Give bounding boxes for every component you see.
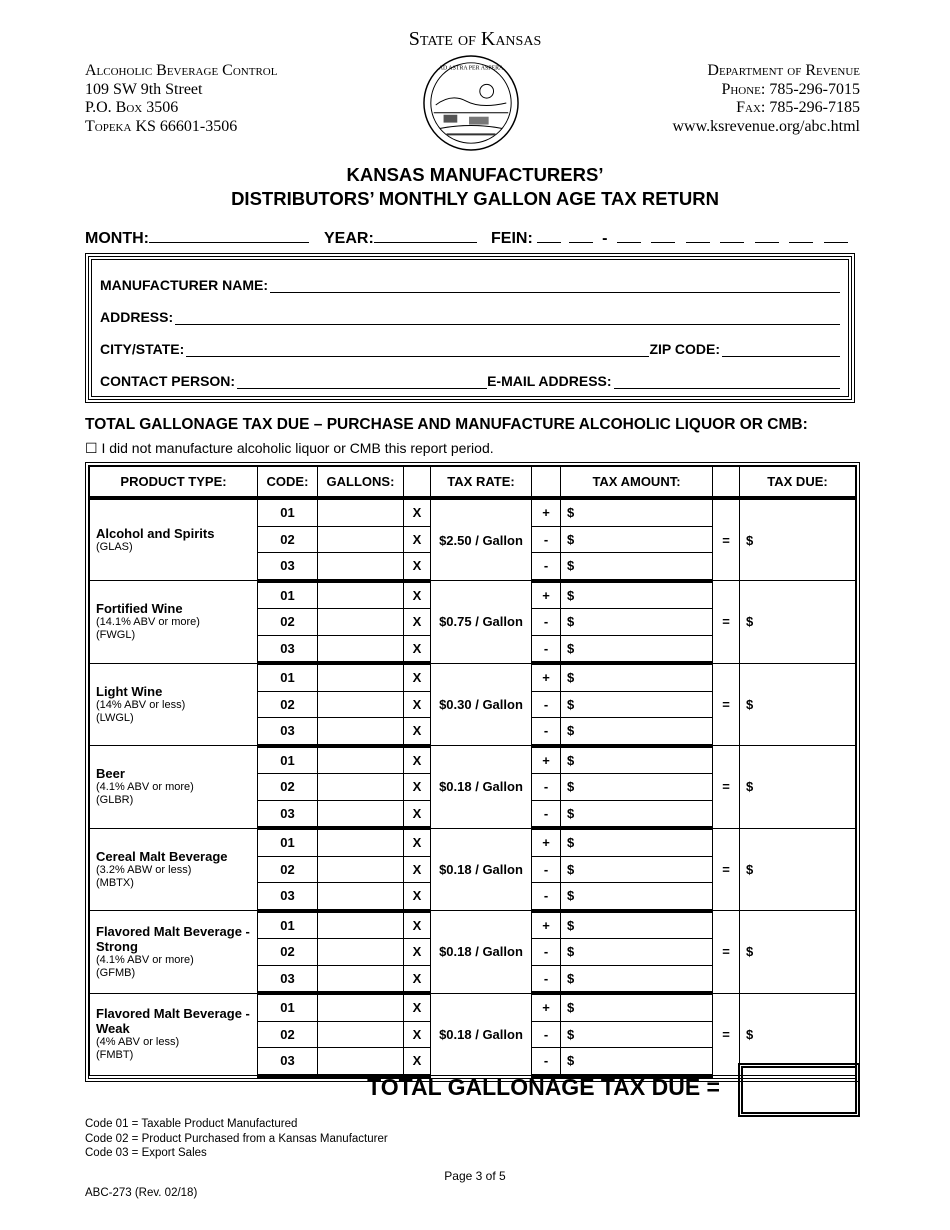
contact-email-row[interactable]: CONTACT PERSON: E-MAIL ADDRESS: [100, 373, 840, 389]
gallons-input[interactable] [318, 965, 404, 993]
tax-rate-cell: $0.18 / Gallon [431, 911, 532, 994]
dollar-sign: $ [567, 531, 575, 547]
gallons-input[interactable] [318, 939, 404, 966]
operator-sign: + [532, 746, 561, 774]
gallons-input[interactable] [318, 1048, 404, 1076]
note-code-03: Code 03 = Export Sales [85, 1147, 207, 1159]
code-cell: 03 [258, 965, 318, 993]
product-detail: (14.1% ABV or more) [96, 616, 200, 629]
product-name: Fortified Wine [96, 601, 183, 617]
operator-sign: - [532, 939, 561, 966]
code-cell: 01 [258, 911, 318, 939]
product-type-cell [90, 581, 258, 664]
product-group [90, 911, 856, 994]
table-row [90, 911, 856, 939]
product-name: Flavored Malt Beverage - Weak [96, 1006, 250, 1037]
manufacturer-info-box [85, 253, 855, 403]
product-group [90, 581, 856, 664]
equals-sign: = [713, 993, 740, 1076]
dollar-sign: $ [567, 835, 575, 851]
times-sign: X [404, 993, 431, 1021]
state-heading: State of Kansas [408, 28, 542, 50]
product-name: Light Wine [96, 683, 163, 699]
dollar-sign: $ [567, 723, 575, 739]
code-cell: 02 [258, 774, 318, 801]
product-detail: (LWGL) [96, 711, 134, 724]
times-sign: X [404, 965, 431, 993]
gallons-input[interactable] [318, 774, 404, 801]
operator-sign: + [532, 581, 561, 609]
gallons-input[interactable] [318, 993, 404, 1021]
dollar-sign: $ [567, 888, 575, 904]
department-info [672, 62, 860, 136]
manufacturer-name-field[interactable]: MANUFACTURER NAME: [100, 277, 840, 293]
product-detail: (GLBR) [96, 794, 134, 807]
dollar-sign: $ [567, 558, 575, 574]
product-detail: (FMBT) [96, 1049, 134, 1062]
tax-amount-input[interactable] [561, 828, 713, 856]
dollar-sign: $ [746, 944, 754, 960]
total-label: TOTAL GALLONAGE TAX DUE = [367, 1074, 720, 1100]
table-header [90, 467, 856, 499]
times-sign: X [404, 856, 431, 883]
gallons-input[interactable] [318, 911, 404, 939]
col-eq [713, 467, 740, 499]
product-detail: (4.1% ABV or more) [96, 781, 194, 794]
times-sign: X [404, 609, 431, 636]
table-row [90, 663, 856, 691]
times-sign: X [404, 774, 431, 801]
gallons-input[interactable] [318, 883, 404, 911]
table-row [90, 746, 856, 774]
tax-amount-input[interactable] [561, 856, 713, 883]
tax-amount-input[interactable] [561, 993, 713, 1021]
dollar-sign: $ [567, 805, 575, 821]
product-detail: (GLAS) [96, 541, 133, 553]
fax: Fax: 785-296-7185 [736, 99, 860, 116]
operator-sign: + [532, 911, 561, 939]
tax-amount-input[interactable] [561, 581, 713, 609]
tax-due-input[interactable] [740, 746, 856, 829]
street: 109 SW 9th Street [85, 80, 203, 98]
code-cell: 02 [258, 1021, 318, 1048]
tax-amount-input[interactable] [561, 553, 713, 581]
operator-sign: - [532, 526, 561, 553]
po-box: P.O. Box 3506 [85, 99, 179, 116]
tax-due-input[interactable] [740, 663, 856, 746]
phone: Phone: 785-296-7015 [721, 80, 860, 98]
gallons-input[interactable] [318, 856, 404, 883]
total-tax-due-box[interactable] [738, 1063, 860, 1117]
dollar-sign: $ [746, 1026, 754, 1042]
product-type-cell [90, 663, 258, 746]
times-sign: X [404, 911, 431, 939]
product-group [90, 828, 856, 911]
product-detail: (GFMB) [96, 966, 136, 979]
code-cell: 02 [258, 856, 318, 883]
gallons-input[interactable] [318, 691, 404, 718]
operator-sign: + [532, 663, 561, 691]
code-cell: 03 [258, 883, 318, 911]
product-group [90, 663, 856, 746]
dollar-sign: $ [567, 670, 575, 686]
operator-sign: + [532, 993, 561, 1021]
tax-amount-input[interactable] [561, 526, 713, 553]
dollar-sign: $ [567, 1053, 575, 1069]
code-cell: 01 [258, 663, 318, 691]
product-detail: (3.2% ABW or less) [96, 863, 192, 876]
tax-rate-cell: $0.75 / Gallon [431, 581, 532, 664]
code-cell: 03 [258, 553, 318, 581]
dollar-sign: $ [567, 640, 575, 656]
operator-sign: - [532, 553, 561, 581]
tax-amount-input[interactable] [561, 774, 713, 801]
product-name: Cereal Malt Beverage [96, 848, 228, 864]
product-detail: (4.1% ABV or more) [96, 953, 194, 966]
tax-due-input[interactable] [740, 581, 856, 664]
code-cell: 03 [258, 718, 318, 746]
equals-sign: = [713, 911, 740, 994]
product-detail: (MBTX) [96, 876, 134, 889]
operator-sign: - [532, 1021, 561, 1048]
col-tax-rate: TAX RATE: [431, 467, 532, 499]
tax-amount-input[interactable] [561, 718, 713, 746]
code-notes [85, 1117, 388, 1161]
gallons-input[interactable] [318, 663, 404, 691]
dollar-sign: $ [746, 861, 754, 877]
dollar-sign: $ [567, 505, 575, 521]
times-sign: X [404, 635, 431, 663]
product-detail: (FWGL) [96, 629, 136, 642]
tax-amount-input[interactable] [561, 965, 713, 993]
dollar-sign: $ [746, 696, 754, 712]
operator-sign: - [532, 774, 561, 801]
operator-sign: + [532, 828, 561, 856]
gallons-input[interactable] [318, 581, 404, 609]
operator-sign: - [532, 1048, 561, 1076]
tax-amount-input[interactable] [561, 609, 713, 636]
times-sign: X [404, 581, 431, 609]
operator-sign: - [532, 800, 561, 828]
tax-amount-input[interactable] [561, 883, 713, 911]
code-cell: 01 [258, 746, 318, 774]
dollar-sign: $ [567, 696, 575, 712]
times-sign: X [404, 498, 431, 526]
product-type-cell [90, 746, 258, 829]
times-sign: X [404, 691, 431, 718]
dollar-sign: $ [567, 1000, 575, 1016]
tax-amount-input[interactable] [561, 498, 713, 526]
operator-sign: - [532, 609, 561, 636]
equals-sign: = [713, 746, 740, 829]
tax-rate-cell: $0.18 / Gallon [431, 746, 532, 829]
tax-amount-input[interactable] [561, 691, 713, 718]
operator-sign: - [532, 965, 561, 993]
tax-amount-input[interactable] [561, 911, 713, 939]
dollar-sign: $ [567, 587, 575, 603]
form-title: KANSAS MANUFACTURERS’ DISTRIBUTORS’ MONTHLY GALLON AGE TAX RETURN [231, 164, 719, 209]
dollar-sign: $ [746, 614, 754, 630]
equals-sign: = [713, 828, 740, 911]
kansas-seal-icon [422, 54, 520, 152]
dollar-sign: $ [567, 779, 575, 795]
note-code-01: Code 01 = Taxable Product Manufactured [85, 1118, 298, 1130]
gallons-input[interactable] [318, 1021, 404, 1048]
times-sign: X [404, 718, 431, 746]
no-manufacture-checkbox[interactable]: ☐ I did not manufacture alcoholic liquor or CMB this report period. [85, 440, 494, 456]
operator-sign: - [532, 691, 561, 718]
times-sign: X [404, 526, 431, 553]
dollar-sign: $ [567, 614, 575, 630]
table-row [90, 581, 856, 609]
dollar-sign: $ [567, 752, 575, 768]
col-tax-due: TAX DUE: [740, 467, 856, 499]
website[interactable]: www.ksrevenue.org/abc.html [672, 117, 860, 135]
times-sign: X [404, 939, 431, 966]
tax-due-input[interactable] [740, 911, 856, 994]
code-cell: 02 [258, 939, 318, 966]
dollar-sign: $ [567, 1026, 575, 1042]
operator-sign: - [532, 718, 561, 746]
tax-amount-input[interactable] [561, 800, 713, 828]
tax-due-input[interactable] [740, 828, 856, 911]
equals-sign: = [713, 581, 740, 664]
dollar-sign: $ [746, 532, 754, 548]
code-cell: 01 [258, 498, 318, 526]
table-row [90, 498, 856, 526]
operator-sign: - [532, 883, 561, 911]
col-gallons: GALLONS: [318, 467, 404, 499]
note-code-02: Code 02 = Product Purchased from a Kansas Manufacturer [85, 1132, 388, 1145]
product-detail: (4% ABV or less) [96, 1036, 180, 1049]
dollar-sign: $ [567, 970, 575, 986]
agency-address [85, 62, 277, 136]
dollar-sign: $ [567, 944, 575, 960]
dollar-sign: $ [567, 917, 575, 933]
city-zip-row[interactable]: CITY/STATE: ZIP CODE: [100, 341, 840, 357]
tax-amount-input[interactable] [561, 1048, 713, 1076]
tax-rate-cell: $2.50 / Gallon [431, 498, 532, 581]
gallons-input[interactable] [318, 498, 404, 526]
col-tax-amount: TAX AMOUNT: [561, 467, 713, 499]
operator-sign: - [532, 856, 561, 883]
gallons-input[interactable] [318, 553, 404, 581]
product-group [90, 498, 856, 581]
times-sign: X [404, 800, 431, 828]
times-sign: X [404, 828, 431, 856]
gallons-input[interactable] [318, 526, 404, 553]
times-sign: X [404, 663, 431, 691]
code-cell: 01 [258, 828, 318, 856]
times-sign: X [404, 553, 431, 581]
table-row [90, 828, 856, 856]
times-sign: X [404, 883, 431, 911]
equals-sign: = [713, 498, 740, 581]
code-cell: 02 [258, 691, 318, 718]
tax-amount-input[interactable] [561, 939, 713, 966]
col-op [532, 467, 561, 499]
dollar-sign: $ [567, 861, 575, 877]
col-x [404, 467, 431, 499]
equals-sign: = [713, 663, 740, 746]
gallons-input[interactable] [318, 746, 404, 774]
table-row [90, 993, 856, 1021]
gallons-input[interactable] [318, 828, 404, 856]
department-name: Department of Revenue [707, 62, 860, 79]
tax-rate-cell: $0.18 / Gallon [431, 828, 532, 911]
product-type-cell [90, 498, 258, 581]
col-code: CODE: [258, 467, 318, 499]
tax-amount-input[interactable] [561, 635, 713, 663]
tax-amount-input[interactable] [561, 663, 713, 691]
tax-rate-cell: $0.18 / Gallon [431, 993, 532, 1076]
product-detail: (14% ABV or less) [96, 698, 186, 711]
operator-sign: - [532, 635, 561, 663]
product-type-cell [90, 911, 258, 994]
product-name: Flavored Malt Beverage - Strong [96, 923, 250, 954]
year-field[interactable]: YEAR: [324, 226, 477, 248]
product-name: Beer [96, 766, 125, 782]
tax-due-input[interactable] [740, 498, 856, 581]
tax-table [85, 462, 860, 1082]
section-title: TOTAL GALLONAGE TAX DUE – PURCHASE AND MANUFACTURE ALCOHOLIC LIQUOR OR CMB: [85, 416, 808, 433]
fein-field[interactable]: FEIN: - [491, 226, 848, 248]
operator-sign: + [532, 498, 561, 526]
col-product-type: PRODUCT TYPE: [90, 467, 258, 499]
tax-amount-input[interactable] [561, 1021, 713, 1048]
dollar-sign: $ [746, 779, 754, 795]
code-cell: 01 [258, 581, 318, 609]
gallons-input[interactable] [318, 609, 404, 636]
gallons-input[interactable] [318, 718, 404, 746]
month-field[interactable]: MONTH: [85, 226, 309, 248]
agency-name: Alcoholic Beverage Control [85, 62, 278, 79]
times-sign: X [404, 1021, 431, 1048]
code-cell: 03 [258, 800, 318, 828]
code-cell: 02 [258, 609, 318, 636]
code-cell: 03 [258, 1048, 318, 1076]
address-field[interactable]: ADDRESS: [100, 309, 840, 325]
form-id: ABC-273 (Rev. 02/18) [85, 1187, 198, 1199]
seal-motto: AD ASTRA PER ASPERA [438, 65, 504, 72]
product-group [90, 746, 856, 829]
product-type-cell [90, 828, 258, 911]
times-sign: X [404, 1048, 431, 1076]
tax-amount-input[interactable] [561, 746, 713, 774]
code-cell: 02 [258, 526, 318, 553]
code-cell: 03 [258, 635, 318, 663]
tax-rate-cell: $0.30 / Gallon [431, 663, 532, 746]
gallons-input[interactable] [318, 800, 404, 828]
product-name: Alcohol and Spirits [96, 526, 215, 541]
gallons-input[interactable] [318, 635, 404, 663]
code-cell: 01 [258, 993, 318, 1021]
times-sign: X [404, 746, 431, 774]
product-type-cell [90, 993, 258, 1076]
page-number: Page 3 of 5 [444, 1169, 506, 1183]
city-zip: Topeka KS 66601-3506 [85, 117, 238, 135]
